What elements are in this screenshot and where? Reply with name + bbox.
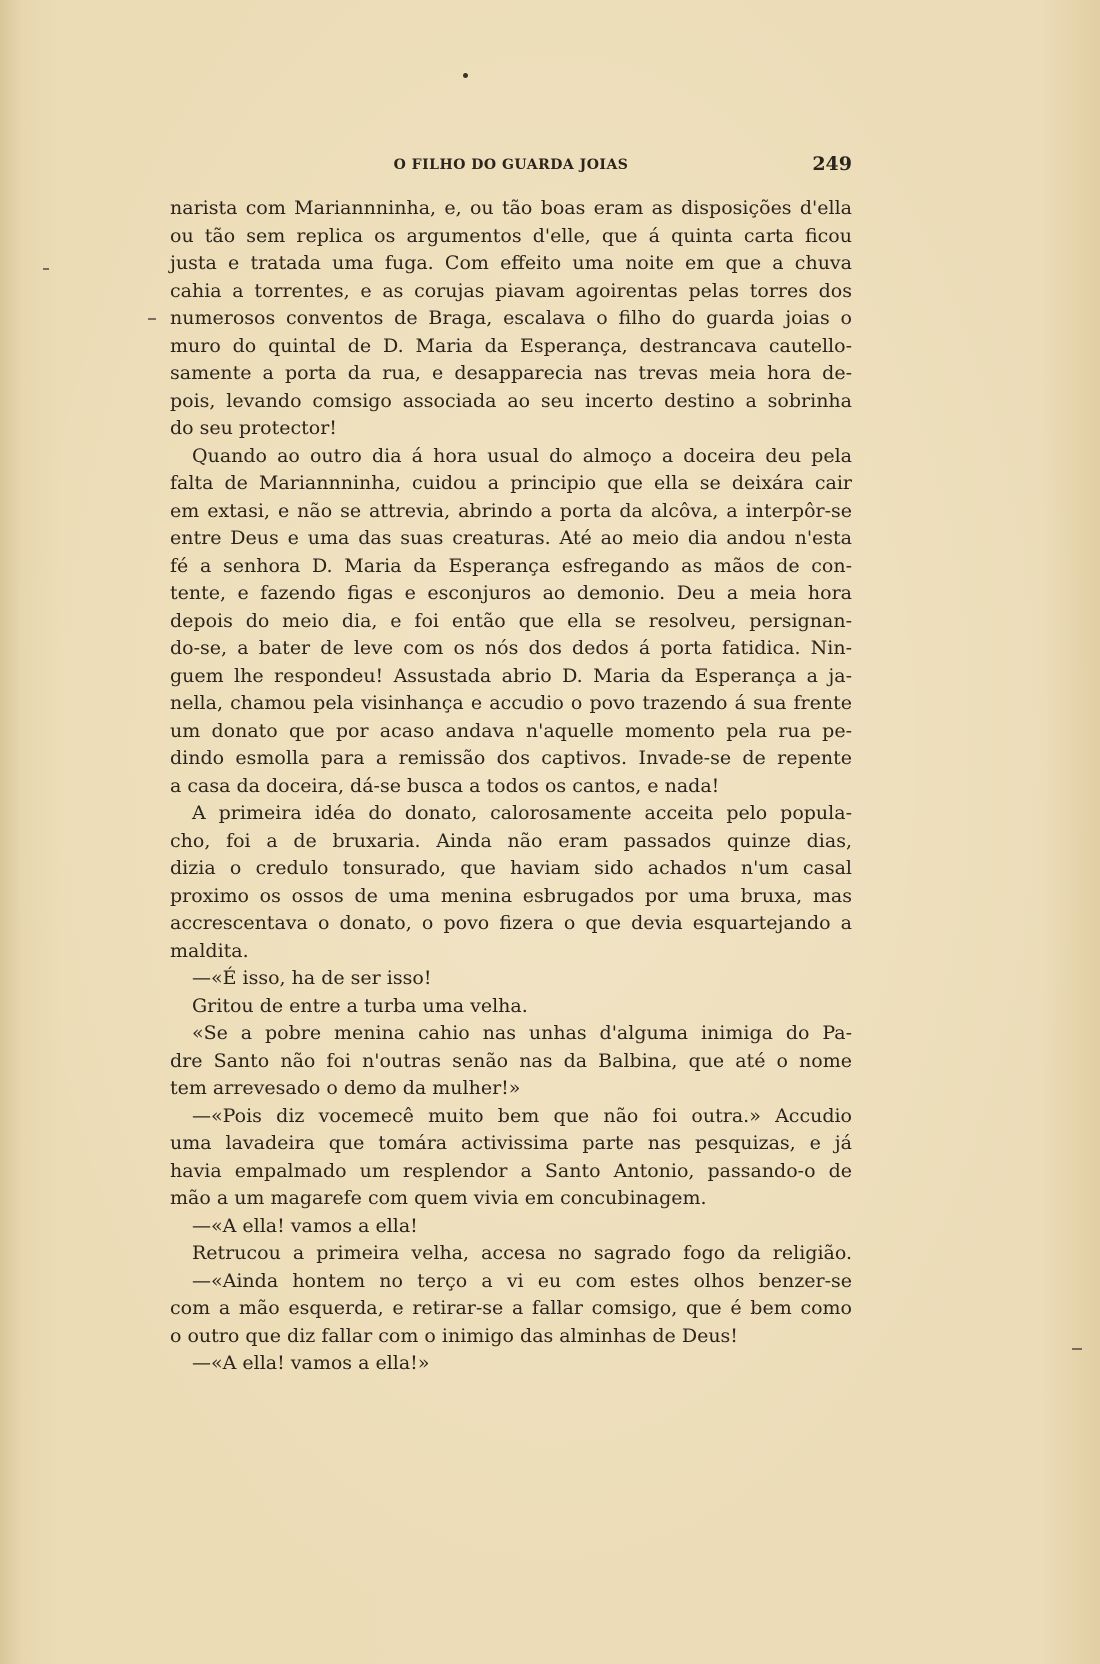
- text-line: pois, levando comsigo associada ao seu incerto destino a sobrinha: [170, 389, 852, 412]
- text-line: nella, chamou pela visinhança e accudio o povo trazendo á sua frente: [170, 692, 852, 714]
- text-line: tem arrevesado o demo da mulher!»: [170, 1077, 521, 1099]
- text-line: mão a um magarefe com quem vivia em concubinagem.: [170, 1187, 707, 1209]
- running-title: O FILHO DO GUARDA JOIAS: [393, 157, 629, 173]
- text-line: cho, foi a de bruxaria. Ainda não eram passados quinze dias,: [170, 829, 852, 852]
- text-line: —«A ella! vamos a ella!: [192, 1214, 418, 1237]
- text-line: dre Santo não foi n'outras senão nas da Balbina, que até o nome: [170, 1049, 852, 1072]
- text-line: fé a senhora D. Maria da Esperança esfregando as mãos de con-: [170, 554, 852, 577]
- page-header: [170, 153, 852, 183]
- text-line: numerosos conventos de Braga, escalava o filho do guarda joias o: [170, 307, 852, 329]
- text-line: cahia a torrentes, e as corujas piavam agoirentas pelas torres dos: [170, 279, 852, 302]
- text-line: samente a porta da rua, e desapparecia nas trevas meia hora de-: [170, 362, 852, 384]
- margin-mark: [1072, 1348, 1082, 1350]
- speck: [463, 73, 468, 78]
- text-line: A primeira idéa do donato, calorosamente acceita pelo popula-: [192, 802, 852, 824]
- text-line: guem lhe respondeu! Assustada abrio D. Maria da Esperança a ja-: [170, 664, 852, 687]
- margin-mark: [148, 318, 156, 320]
- text-line: do seu protector!: [170, 417, 337, 439]
- text-line: dindo esmolla para a remissão dos captivos. Invade-se de repente: [170, 747, 852, 769]
- text-line: dizia o credulo tonsurado, que haviam sido achados n'um casal: [170, 857, 852, 879]
- text-line: —«É isso, ha de ser isso!: [192, 967, 432, 989]
- text-line: accrescentava o donato, o povo fizera o que devia esquartejando a: [170, 912, 852, 934]
- text-line: o outro que diz fallar com o inimigo das alminhas de Deus!: [170, 1324, 738, 1347]
- text-line: em extasi, e não se attrevia, abrindo a porta da alcôva, a interpôr-se: [170, 499, 852, 522]
- text-line: Gritou de entre a turba uma velha.: [192, 994, 528, 1017]
- text-line: justa e tratada uma fuga. Com effeito uma noite em que a chuva: [170, 252, 852, 274]
- text-line: —«A ella! vamos a ella!»: [192, 1352, 430, 1374]
- text-line: tente, e fazendo figas e esconjuros ao demonio. Deu a meia hora: [170, 582, 852, 604]
- text-line: muro do quintal de D. Maria da Esperança, destrancava cautello-: [170, 334, 852, 357]
- text-line: um donato que por acaso andava n'aquelle momento pela rua pe-: [170, 719, 852, 742]
- text-line: narista com Mariannninha, e, ou tão boas eram as disposições d'ella: [170, 197, 852, 219]
- text-line: entre Deus e uma das suas creaturas. Até ao meio dia andou n'esta: [170, 527, 852, 549]
- text-line: havia empalmado um resplendor a Santo Antonio, passando-o de: [170, 1159, 852, 1182]
- text-line: «Se a pobre menina cahio nas unhas d'alguma inimiga do Pa-: [192, 1022, 852, 1044]
- body-text: [170, 195, 852, 1378]
- text-line: maldita.: [170, 939, 249, 962]
- text-line: proximo os ossos de uma menina esbrugados por uma bruxa, mas: [170, 884, 852, 907]
- margin-mark: [43, 268, 49, 270]
- text-line: Retrucou a primeira velha, accesa no sagrado fogo da religião.: [192, 1242, 852, 1264]
- text-line: —«Ainda hontem no terço a vi eu com estes olhos benzer-se: [192, 1269, 852, 1292]
- text-line: —«Pois diz vocemecê muito bem que não foi outra.» Accudio: [192, 1104, 852, 1127]
- text-line: ou tão sem replica os argumentos d'elle, que á quinta carta ficou: [170, 224, 852, 247]
- page-number: 249: [812, 153, 852, 175]
- text-line: a casa da doceira, dá-se busca a todos os cantos, e nada!: [170, 774, 720, 797]
- text-line: do-se, a bater de leve com os nós dos dedos á porta fatidica. Nin-: [170, 637, 852, 659]
- text-line: falta de Mariannninha, cuidou a principio que ella se deixára cair: [170, 472, 852, 494]
- text-line: uma lavadeira que tomára activissima parte nas pesquizas, e já: [170, 1132, 852, 1154]
- text-line: depois do meio dia, e foi então que ella se resolveu, persignan-: [170, 609, 852, 632]
- text-line: com a mão esquerda, e retirar-se a fallar comsigo, que é bem como: [170, 1297, 852, 1319]
- text-line: Quando ao outro dia á hora usual do almoço a doceira deu pela: [192, 444, 852, 467]
